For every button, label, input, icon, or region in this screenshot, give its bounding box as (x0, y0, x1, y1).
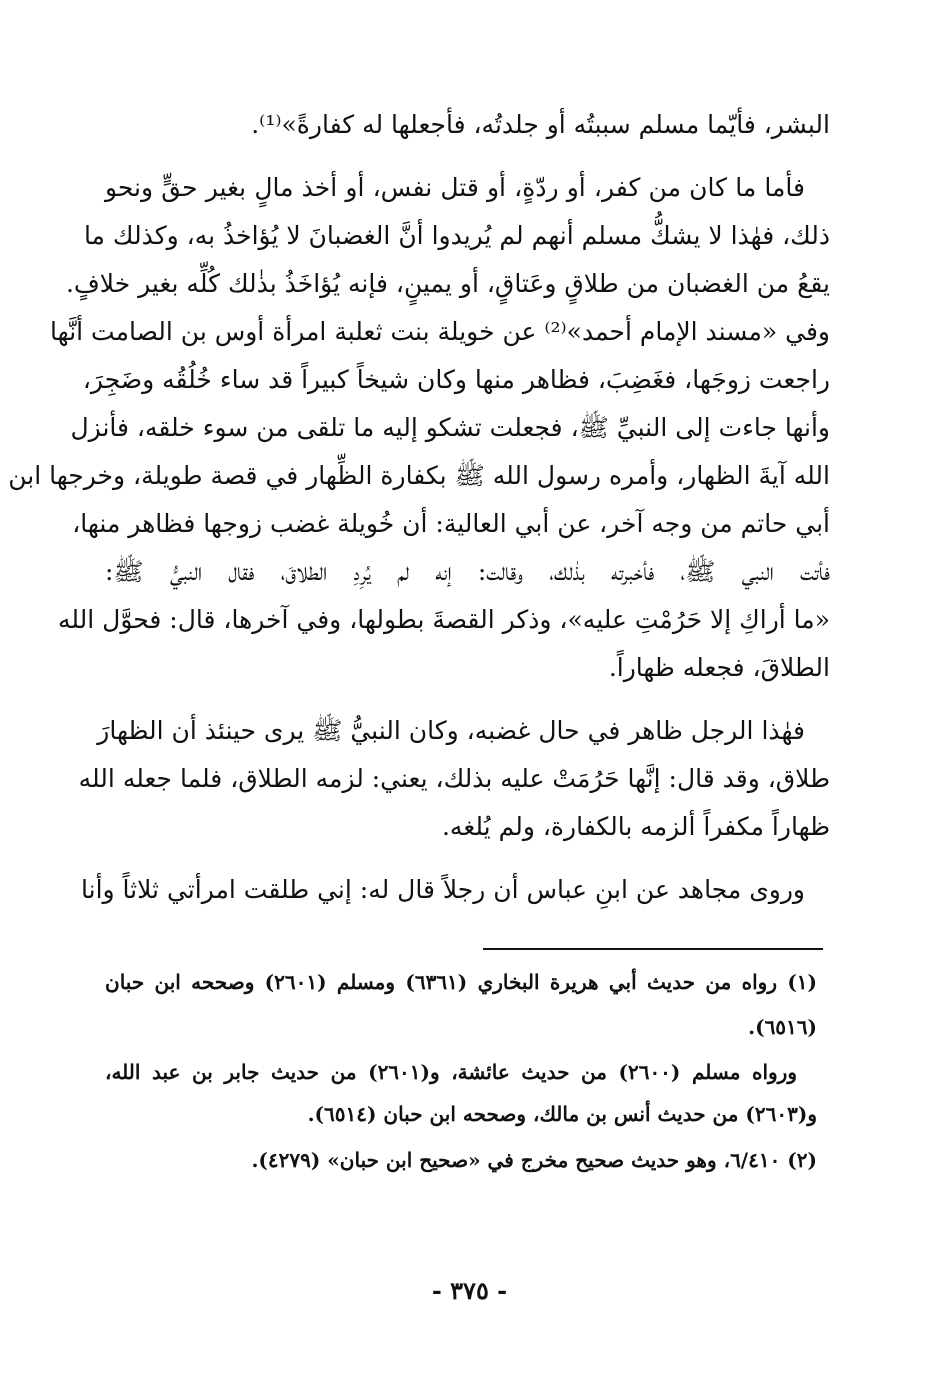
footnote-line-3: ورواه مسلم (٢٦٠٠) من حديث عائشة، و(٢٦٠١) من حديث جابر بن عبد الله، (105, 1060, 797, 1084)
text-line-10: فأتت النبي ﷺ، فأخبرته بذٰلك، وقالت: إنه لم يُرِدِ الطلاقَ، فقال النبيُّ ﷺ: (105, 557, 830, 586)
footnote-line-4: و(٢٦٠٣) من حديث أنس بن مالك، وصححه ابن حبان (٦٥١٤). (307, 1102, 817, 1126)
text-line-4: يقعُ من الغضبان من طلاقٍ وعَتاقٍ، أو يمينٍ، فإنه يُؤاخَذُ بذٰلك كُلِّه بغير خلافٍ. (65, 269, 830, 298)
footnote-separator (483, 948, 823, 950)
footnote-line-1: (١) رواه من حديث أبي هريرة البخاري (٦٣٦١) ومسلم (٢٦٠١) وصححه ابن حبان (105, 970, 818, 994)
text-line-15: ظهاراً مكفراً ألزمه بالكفارة، ولم يُلغه. (441, 812, 830, 841)
text-line-13: فهٰذا الرجل ظاهر في حال غضبه، وكان النبيُّ ﷺ يرى حينئذ أن الظهارَ (97, 716, 805, 745)
text-line-8: الله آيةَ الظهار، وأمره رسول الله ﷺ بكفارة الظِّهار في قصة طويلة، وخرجها ابن (8, 461, 830, 490)
footnote-line-5: (٢) ٦/٤١٠، وهو حديث صحيح مخرج في «صحيح ابن حبان» (٤٢٧٩). (251, 1148, 817, 1172)
text-line-16: وروى مجاهد عن ابنِ عباس أن رجلاً قال له: إني طلقت امرأتي ثلاثاً وأنا (81, 875, 805, 904)
text-line-14: طلاق، وقد قال: إنَّها حَرُمَتْ عليه بذلك، يعني: لزمه الطلاق، فلما جعله الله (78, 764, 830, 793)
text-line-9: أبي حاتم من وجه آخر، عن أبي العالية: أن خُويلة غضب زوجها فظاهر منها، (72, 509, 830, 538)
text-line-11: «ما أراكِ إلا حَرُمْتِ عليه»، وذكر القصةَ بطولها، وفي آخرها، قال: فحوَّل الله (57, 605, 830, 634)
text-line-3: ذلك، فهٰذا لا يشكُّ مسلم أنهم لم يُريدوا أنَّ الغضبانَ لا يُؤاخذُ به، وكذلك ما (83, 221, 830, 250)
text-line-7: وأنها جاءت إلى النبيِّ ﷺ، فجعلت تشكو إليه ما تلقى من سوء خلقه، فأنزل (70, 413, 830, 442)
text-line-5: وفي «مسند الإمام أحمد»⁽²⁾ عن خويلة بنت ثعلبة امرأة أوس بن الصامت أنَّها (50, 317, 830, 346)
text-line-2: فأما ما كان من كفر، أو ردّةٍ، أو قتل نفس، أو أخذ مالٍ بغير حقٍّ ونحو (105, 173, 805, 202)
page-number: - ٣٧٥ - (431, 1276, 508, 1305)
footnote-line-2: (٦٥١٦). (748, 1015, 817, 1039)
text-line-6: راجعت زوجَها، فغَضِبَ، فظاهر منها وكان شيخاً كبيراً قد ساء خُلُقُه وضَجِرَ، (82, 365, 830, 394)
text-line-12: الطلاقَ، فجعله ظهاراً. (608, 653, 830, 682)
text-line-1: البشر، فأيّما مسلم سببتُه أو جلدتُه، فأجعلها له كفارةً»⁽¹⁾. (251, 110, 830, 139)
